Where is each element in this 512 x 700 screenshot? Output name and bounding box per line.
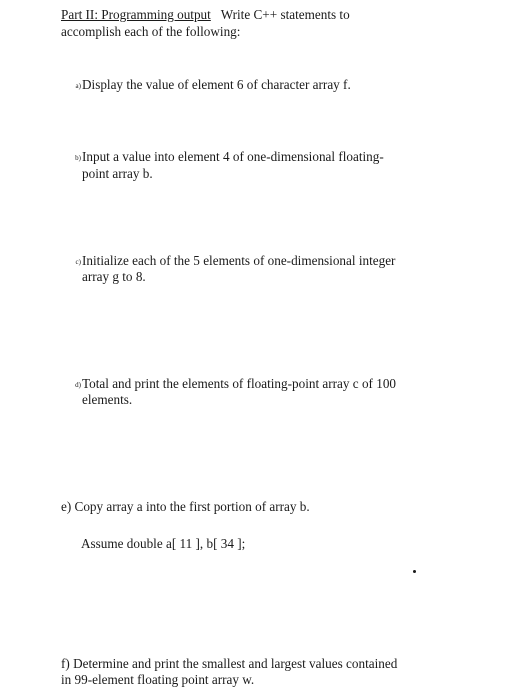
question-d-cont bbox=[82, 392, 132, 408]
question-c-cont bbox=[82, 269, 146, 285]
question-text: Initialize each of the 5 elements of one-dimensional integer bbox=[82, 253, 396, 268]
header-line-2 bbox=[61, 24, 240, 40]
question-text: Display the value of element 6 of character array f. bbox=[82, 77, 351, 92]
question-f-cont bbox=[61, 672, 254, 688]
question-marker: a) bbox=[75, 82, 81, 90]
question-text: Determine and print the smallest and largest values contained bbox=[73, 656, 398, 671]
part-label: Part II: Programming output bbox=[61, 7, 211, 22]
question-text: elements. bbox=[82, 392, 133, 407]
question-c bbox=[61, 253, 395, 270]
instruction-text: Write C++ statements to bbox=[220, 7, 350, 22]
question-e bbox=[61, 499, 310, 515]
question-text: Input a value into element 4 of one-dimensional floating- bbox=[82, 149, 384, 164]
question-text: in 99-element floating point array w. bbox=[61, 672, 255, 687]
question-a bbox=[61, 77, 351, 94]
question-b-cont bbox=[82, 166, 153, 182]
question-marker: c) bbox=[75, 258, 81, 266]
question-marker: e) bbox=[61, 499, 72, 514]
question-marker: d) bbox=[75, 381, 81, 389]
stray-dot bbox=[413, 570, 416, 573]
question-marker: b) bbox=[75, 154, 81, 162]
instruction-text-cont: accomplish each of the following: bbox=[61, 24, 241, 39]
question-text: point array b. bbox=[82, 166, 153, 181]
question-text: Copy array a into the first portion of array b. bbox=[74, 499, 310, 514]
question-text: Total and print the elements of floating-point array c of 100 bbox=[82, 376, 397, 391]
question-marker: f) bbox=[61, 656, 70, 671]
question-f bbox=[61, 656, 397, 672]
question-d bbox=[61, 376, 396, 393]
question-e-note bbox=[81, 536, 245, 552]
header-line-1 bbox=[61, 7, 350, 23]
question-b bbox=[61, 149, 384, 166]
question-text: array g to 8. bbox=[82, 269, 146, 284]
declaration-text: Assume double a[ 11 ], b[ 34 ]; bbox=[81, 536, 246, 551]
